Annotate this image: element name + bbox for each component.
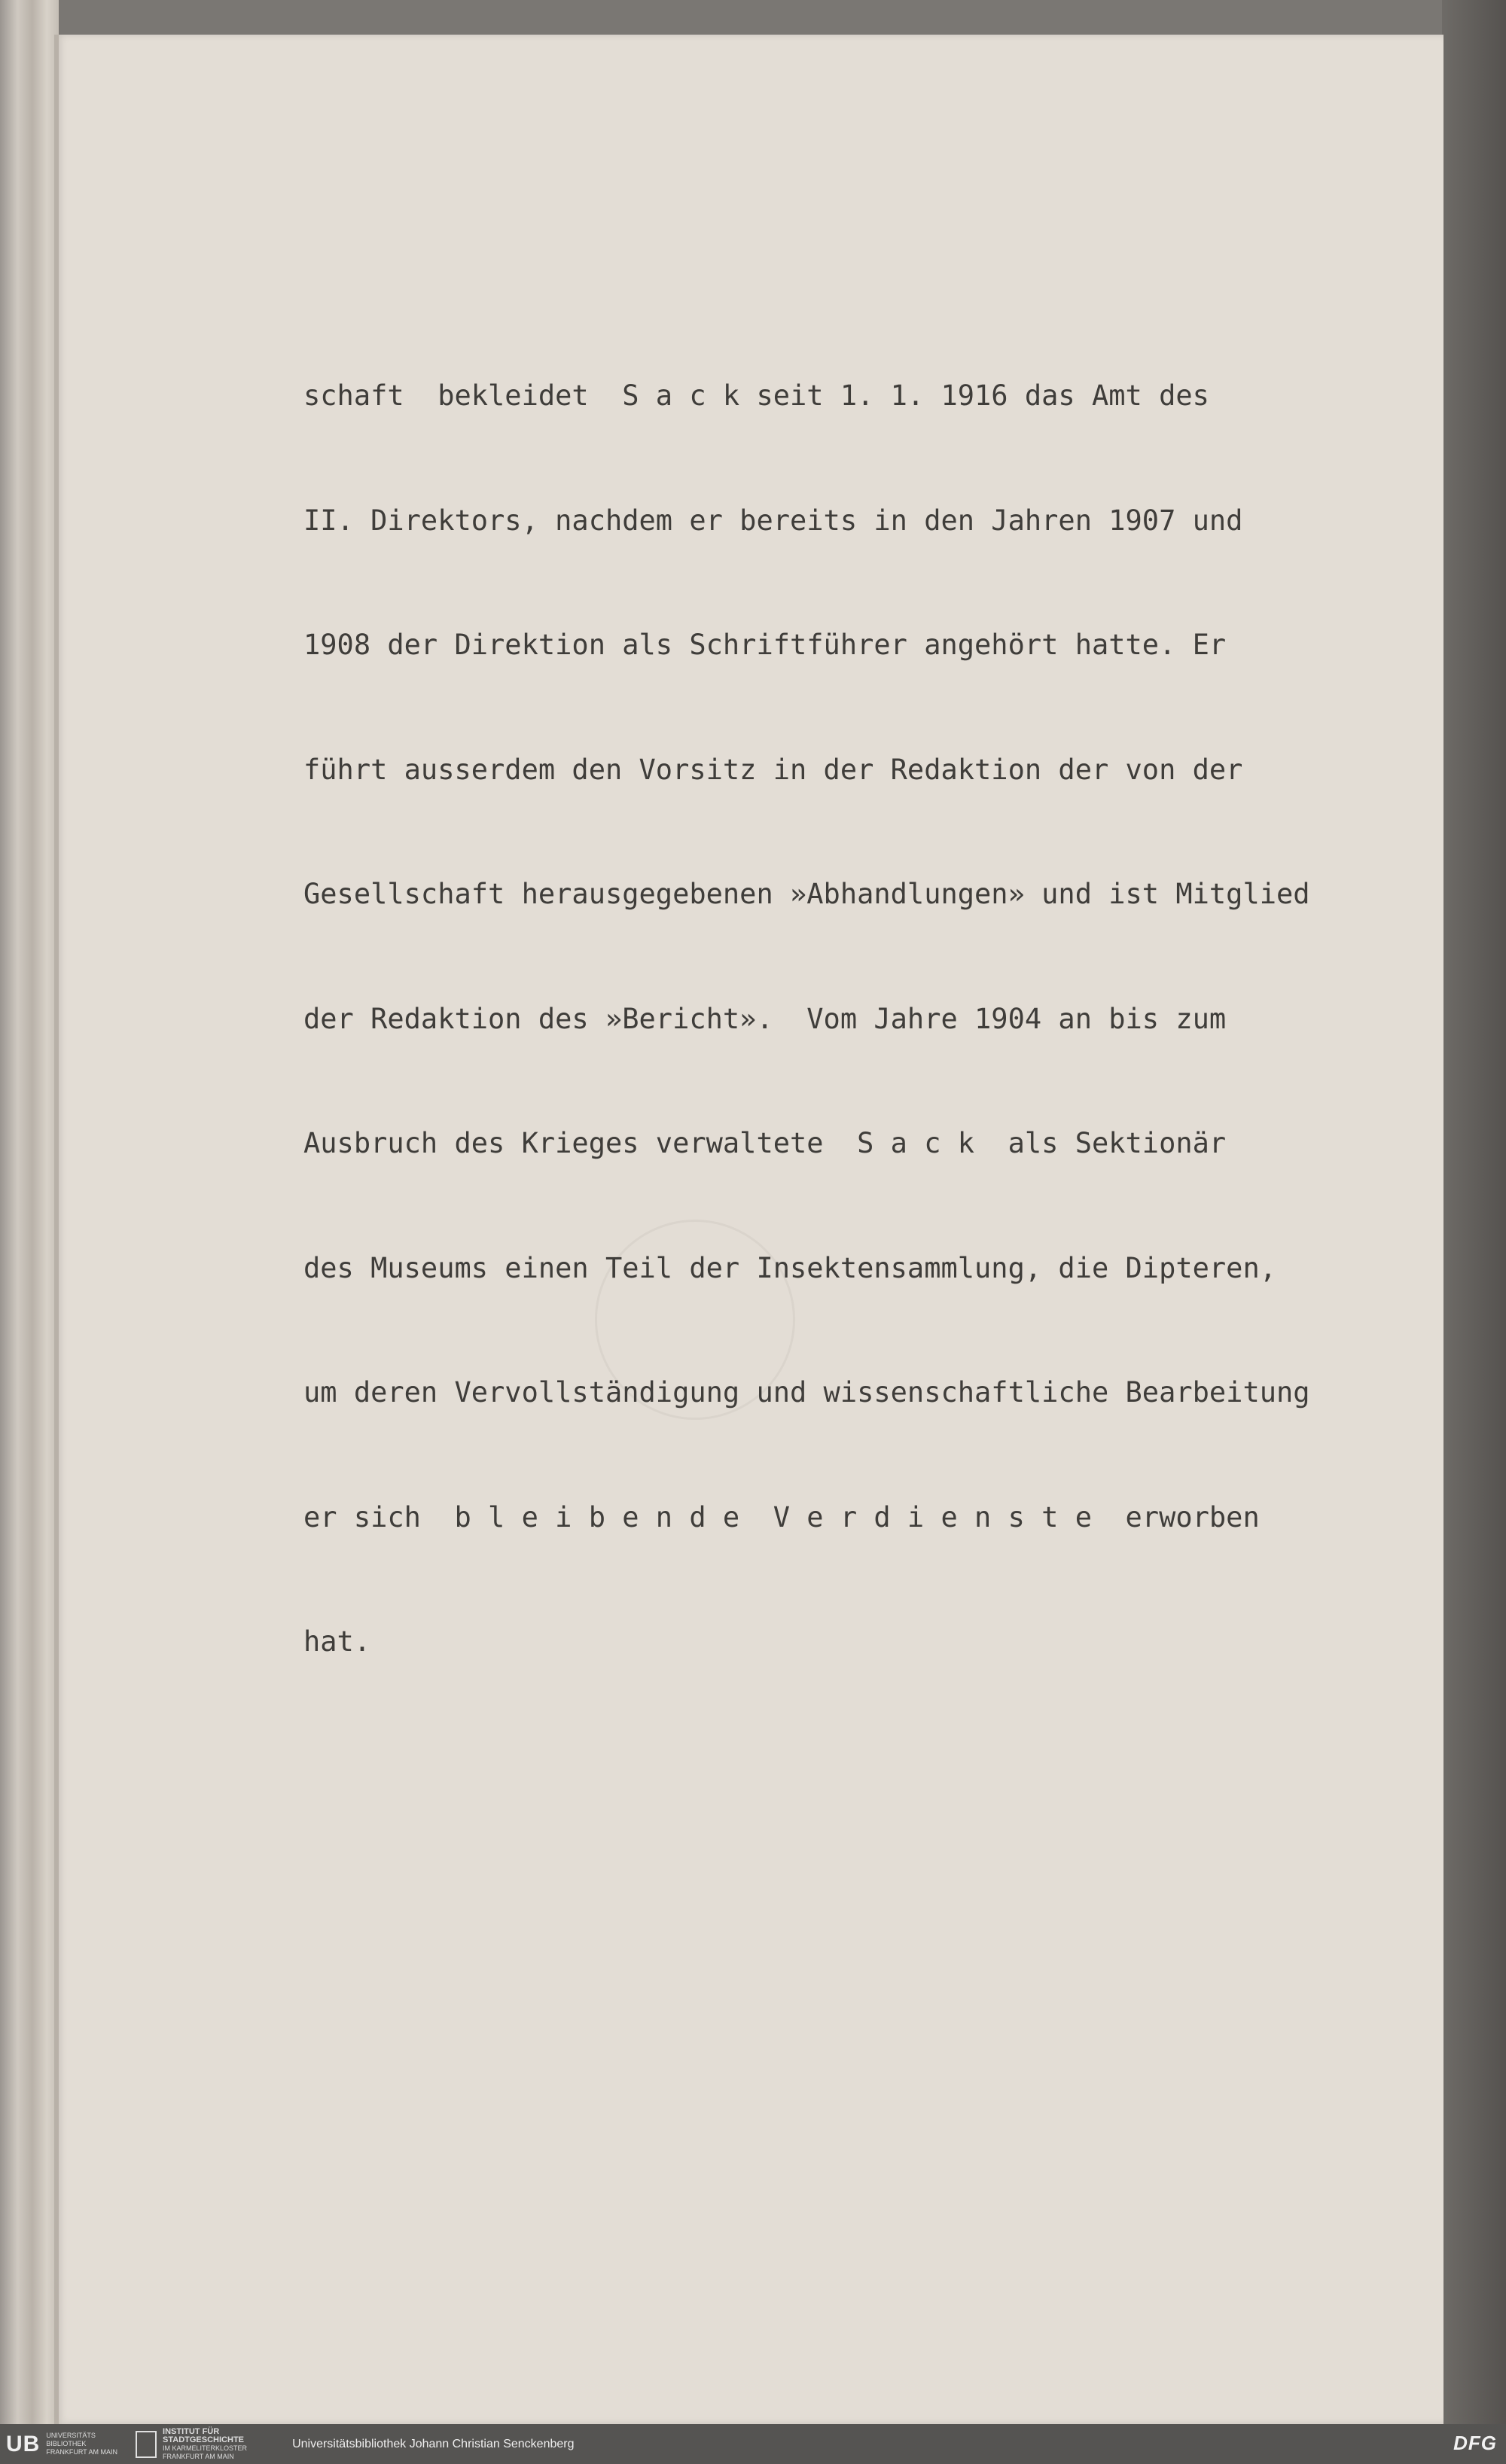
text-line-3: 1908 der Direktion als Schriftführer angehört hatte. Er <box>303 629 1227 661</box>
scan-top-border <box>0 0 1506 35</box>
institute-logo-text <box>163 2428 247 2461</box>
scan-binding-edge <box>0 0 59 2424</box>
ub-logo-line-3: FRANKFURT AM MAIN <box>46 2448 118 2456</box>
institute-line-3: IM KARMELITERKLOSTER <box>163 2444 248 2452</box>
text-line-1: schaft bekleidet S a c k seit 1. 1. 1916 das Amt des <box>303 379 1209 412</box>
dfg-logo[interactable]: DFG <box>1453 2432 1497 2454</box>
text-line-5: Gesellschaft herausgegebenen »Abhandlungen» und ist Mitglied <box>303 878 1310 910</box>
ub-logo[interactable] <box>6 2432 117 2457</box>
typewritten-text <box>303 309 1433 1712</box>
text-line-9: um deren Vervollständigung und wissenschaftliche Bearbeitung <box>303 1376 1310 1409</box>
institute-line-1: INSTITUT FÜR <box>163 2426 220 2436</box>
ub-logo-text <box>46 2432 117 2456</box>
footer-bar <box>0 2424 1506 2464</box>
text-line-4: führt ausserdem den Vorsitz in der Redaktion der von der <box>303 753 1243 786</box>
text-line-6: der Redaktion des »Bericht». Vom Jahre 1904 an bis zum <box>303 1002 1227 1035</box>
institute-logo[interactable] <box>136 2428 247 2461</box>
library-credit: Universitätsbibliothek Johann Christian Senckenberg <box>292 2437 575 2450</box>
institute-line-4: FRANKFURT AM MAIN <box>163 2452 234 2460</box>
text-line-2: II. Direktors, nachdem er bereits in den Jahren 1907 und <box>303 504 1243 537</box>
scan-right-border <box>1442 0 1506 2424</box>
institute-logo-icon <box>136 2431 157 2458</box>
institute-line-2: STADTGESCHICHTE <box>163 2435 244 2444</box>
ub-logo-line-1: UNIVERSITÄTS <box>46 2432 96 2439</box>
text-line-8: des Museums einen Teil der Insektensammlung, die Dipteren, <box>303 1251 1277 1284</box>
ub-logo-mark: UB <box>6 2431 41 2456</box>
text-line-10: er sich b l e i b e n d e V e r d i e n s t e erworben <box>303 1500 1260 1534</box>
text-line-7: Ausbruch des Krieges verwaltete S a c k als Sektionär <box>303 1127 1227 1159</box>
page-edge-shadow <box>54 35 59 2424</box>
text-line-11: hat. <box>303 1625 371 1658</box>
ub-logo-line-2: BIBLIOTHEK <box>46 2440 87 2447</box>
